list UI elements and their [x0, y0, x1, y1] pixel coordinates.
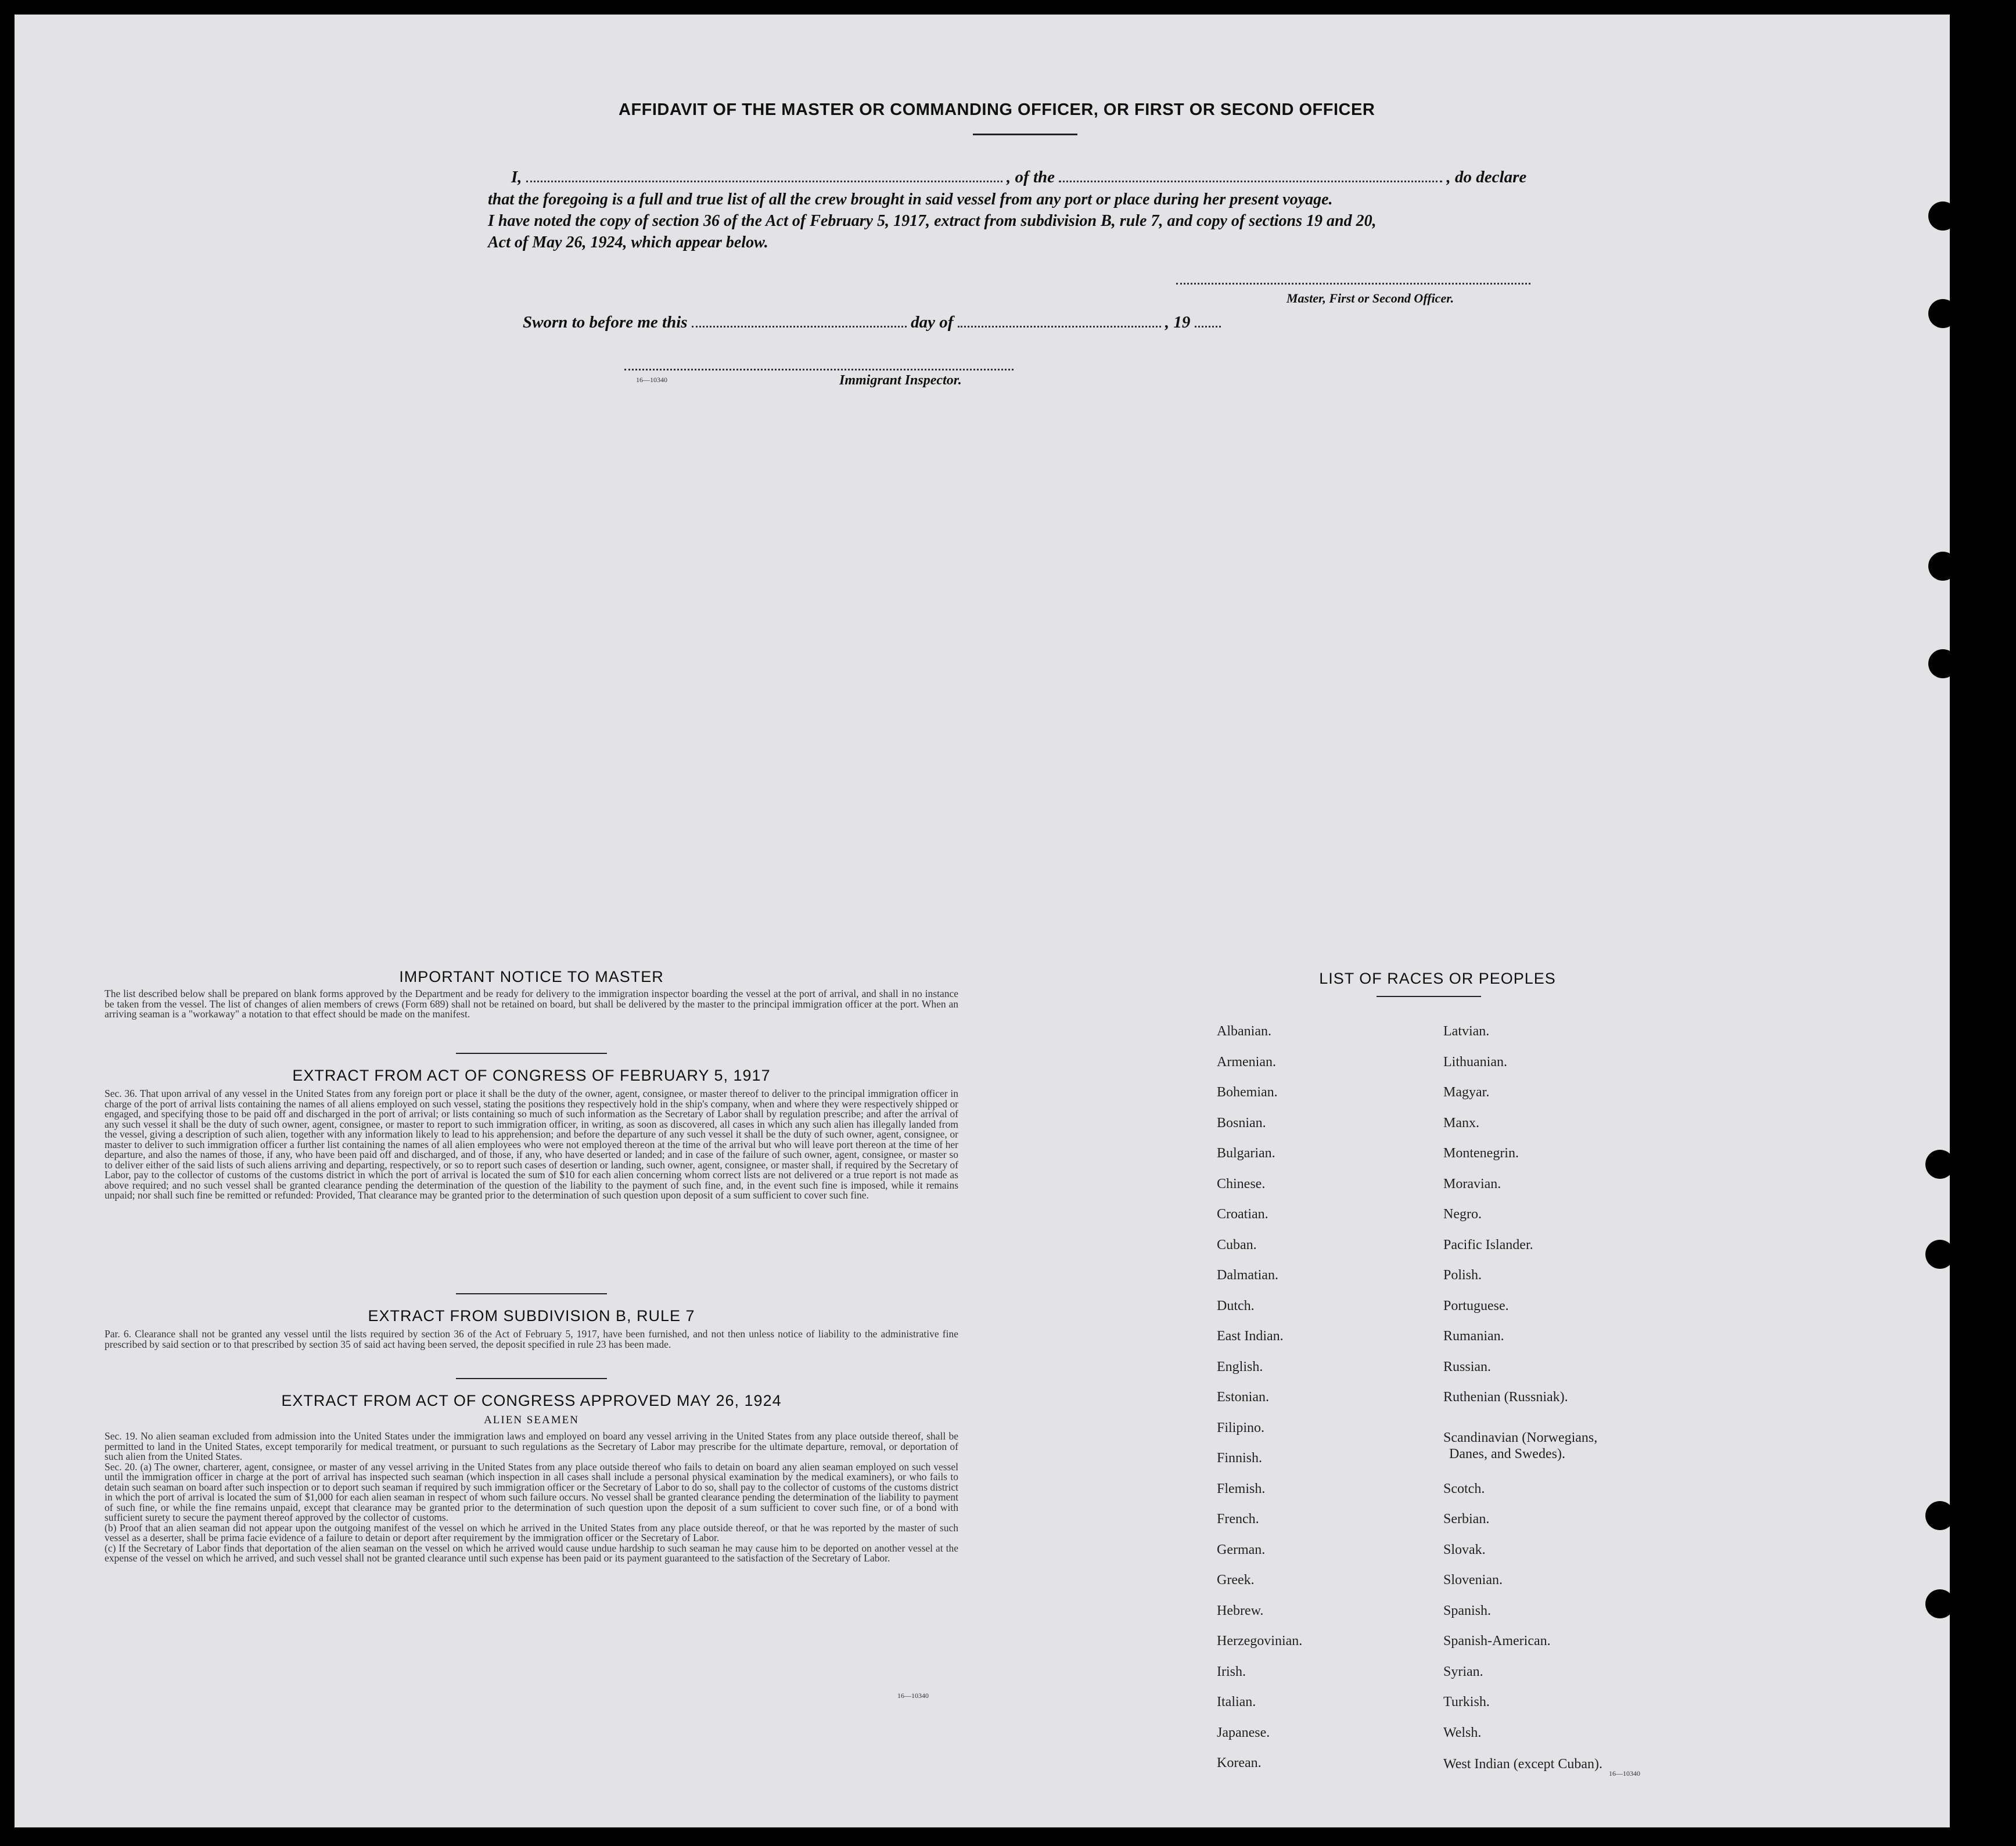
race-item: Finnish.	[1217, 1451, 1263, 1466]
affidavit-title: AFFIDAVIT OF THE MASTER OR COMMANDING OFFICER, OR FIRST OR SECOND OFFICER	[619, 100, 1375, 119]
race-item: Albanian.	[1217, 1024, 1271, 1039]
race-item: Scotch.	[1443, 1481, 1485, 1496]
race-item: Negro.	[1443, 1207, 1482, 1222]
punch-hole	[1925, 1501, 1954, 1530]
section-19-text: Sec. 19. No alien seaman excluded from admission into the United States under the immigration laws and employed on board any vessel arriving in the United States from any place outside thereof, shall be permitted to land in the United States, except temporarily for medical treatment, or pursuant to such regulations as the Secretary of Labor may prescribe for the ultimate departure, removal, or deportation of such alien from the United States.	[105, 1431, 958, 1462]
inspector-label: Immigrant Inspector.	[839, 373, 962, 388]
race-item: Slovenian.	[1443, 1572, 1503, 1588]
race-item: Turkish.	[1443, 1694, 1490, 1710]
race-item: English.	[1217, 1359, 1263, 1374]
race-item: Manx.	[1443, 1115, 1479, 1131]
race-item: Pacific Islander.	[1443, 1237, 1533, 1253]
race-item: Italian.	[1217, 1694, 1256, 1710]
rule-7-title: EXTRACT FROM SUBDIVISION B, RULE 7	[368, 1307, 695, 1325]
year-label: , 19	[1165, 313, 1191, 332]
race-item: Cuban.	[1217, 1237, 1257, 1253]
race-item: Bulgarian.	[1217, 1146, 1275, 1161]
race-item: Portuguese.	[1443, 1298, 1509, 1314]
notice-title: IMPORTANT NOTICE TO MASTER	[399, 968, 664, 985]
race-item: Croatian.	[1217, 1207, 1268, 1222]
affidavit-line-4: Act of May 26, 1924, which appear below.	[488, 233, 768, 251]
race-item: Bosnian.	[1217, 1115, 1266, 1131]
punch-hole	[1925, 1240, 1954, 1269]
race-item: Polish.	[1443, 1268, 1482, 1283]
sworn-year-field[interactable]	[1195, 313, 1221, 328]
race-item: Flemish.	[1217, 1481, 1266, 1496]
section-20b-text: (b) Proof that an alien seaman did not appear upon the outgoing manifest of the vessel on which he arrived in the United States from any place outside thereof, or that he was reported by the master of such vessel as a deserter, shall be prima facie evidence of a failure to detain or deport after requirement by the immigration officer or the Secretary of Labor.	[105, 1521, 958, 1543]
race-item: East Indian.	[1217, 1329, 1284, 1344]
race-item: Filipino.	[1217, 1420, 1265, 1435]
notice-body: The list described below shall be prepared on blank forms approved by the Department and be ready for delivery to the immigration inspector boarding the vessel at the port of arrival, and shall in no instance be taken from the vessel. The list of changes of alien members of crews (Form 689) shall not be retained on board, but shall be delivered by the master to the principal immigration officer at the port. When an arriving seaman is a "workaway" a notation to that effect should be made on the manifest.	[105, 989, 958, 1020]
signature-label: Master, First or Second Officer.	[1286, 291, 1454, 305]
race-item: Chinese.	[1217, 1176, 1266, 1192]
punch-hole	[1928, 649, 1957, 678]
race-item: Moravian.	[1443, 1176, 1501, 1192]
sworn-label: Sworn to before me this	[523, 313, 688, 332]
race-item: German.	[1217, 1542, 1266, 1557]
extract-1924-title: EXTRACT FROM ACT OF CONGRESS APPROVED MAY 26, 1924	[281, 1392, 782, 1409]
race-item: Spanish.	[1443, 1603, 1492, 1618]
affidavit-line-1	[511, 167, 1603, 188]
race-item: West Indian (except Cuban).	[1443, 1757, 1602, 1772]
inspector-signature-field[interactable]	[624, 356, 1014, 370]
sworn-month-field[interactable]	[958, 313, 1161, 328]
document-page	[15, 15, 1950, 1827]
vessel-name-field[interactable]	[1059, 168, 1442, 182]
punch-hole	[1925, 1589, 1954, 1618]
race-item: Latvian.	[1443, 1024, 1490, 1039]
race-item: Spanish-American.	[1443, 1633, 1551, 1649]
punch-hole	[1928, 299, 1957, 328]
day-of-label: day of	[911, 313, 954, 332]
race-item: Dutch.	[1217, 1298, 1255, 1314]
race-item: French.	[1217, 1512, 1259, 1527]
alien-seamen-subtitle: ALIEN SEAMEN	[484, 1414, 579, 1426]
declarant-name-field[interactable]	[526, 168, 1002, 182]
divider	[1377, 996, 1481, 997]
race-item: Slovak.	[1443, 1542, 1486, 1557]
race-item: Welsh.	[1443, 1725, 1482, 1740]
section-20c-text: (c) If the Secretary of Labor finds that deportation of the alien seaman on the vessel on which he arrived would cause undue hardship to such seaman he may cause him to be deported on another vessel at the expense of the vessel on which he arrived, and such vessel shall not be granted clearance until such expense has been paid or its payment guaranteed to the satisfaction of the Secretary of Labor.	[105, 1542, 958, 1564]
divider	[456, 1053, 607, 1054]
divider	[456, 1293, 607, 1294]
form-number: 16—10340	[1609, 1769, 1640, 1777]
race-item: Irish.	[1217, 1664, 1246, 1679]
divider	[456, 1378, 607, 1379]
race-item: Montenegrin.	[1443, 1146, 1519, 1161]
race-item: Armenian.	[1217, 1054, 1276, 1070]
race-item: Ruthenian (Russniak).	[1443, 1390, 1568, 1405]
sworn-line	[523, 312, 1221, 333]
sworn-day-field[interactable]	[692, 313, 907, 328]
races-title: LIST OF RACES OR PEOPLES	[1319, 970, 1556, 987]
section-20a-text: Sec. 20. (a) The owner, charterer, agent, consignee, or master of any vessel arriving in the United States from any place outside thereof who fails to detain on board any alien seaman employed on such vessel until the immigration officer in charge at the port of arrival has inspected such seaman (which inspection in all cases shall include a personal physical examination by the medical examiners), or who fails to detain such seaman on board after such inspection or to deport such seaman if required by such immigration officer or the Secretary of Labor to do so, shall pay to the collector of customs of the customs district in which the port of arrival is located the sum of $1,000 for each alien seaman in respect of whom such failure occurs. No vessel shall be granted clearance pending the determination of the liability to payment of such fine, or while the fine remains unpaid, except that clearance may be granted prior to the determination of such question upon the deposit of a sum sufficient to cover such fine, or of a bond with sufficient surety to secure the payment thereof approved by the collector of customs.	[105, 1460, 958, 1523]
race-item: Hebrew.	[1217, 1603, 1264, 1618]
race-item: Rumanian.	[1443, 1329, 1504, 1344]
form-number: 16—10340	[897, 1692, 929, 1700]
signature-field[interactable]	[1176, 270, 1530, 285]
race-item: Scandinavian (Norwegians,	[1443, 1430, 1598, 1445]
declarant-label: I,	[511, 168, 522, 186]
race-item: Estonian.	[1217, 1390, 1269, 1405]
extract-1917-title: EXTRACT FROM ACT OF CONGRESS OF FEBRUARY 5, 1917	[292, 1067, 771, 1084]
race-item: Lithuanian.	[1443, 1054, 1507, 1070]
race-item: Serbian.	[1443, 1512, 1490, 1527]
race-item: Bohemian.	[1217, 1085, 1278, 1100]
race-item: Korean.	[1217, 1755, 1262, 1771]
form-number: 16—10340	[636, 376, 667, 384]
punch-hole	[1928, 552, 1957, 581]
divider	[973, 134, 1077, 135]
race-item: Magyar.	[1443, 1085, 1490, 1100]
vessel-label: , of the	[1007, 168, 1055, 186]
affidavit-line-2: that the foregoing is a full and true list of all the crew brought in said vessel from any port or place during her present voyage.	[488, 190, 1333, 208]
race-item: Greek.	[1217, 1572, 1255, 1588]
punch-hole	[1925, 1150, 1954, 1179]
rule-7-body: Par. 6. Clearance shall not be granted any vessel until the lists required by section 36 of the Act of February 5, 1917, have been furnished, and not then unless notice of liability to the administrative fine prescribed by said section or to that prescribed by section 35 of said act having been served, the deposit specified in rule 23 has been made.	[105, 1329, 958, 1350]
race-item: Dalmatian.	[1217, 1268, 1278, 1283]
race-item: Russian.	[1443, 1359, 1492, 1374]
extract-1917-body: Sec. 36. That upon arrival of any vessel in the United States from any foreign port or place it shall be the duty of the owner, agent, consignee, or master thereof to deliver to the principal immigration officer in charge of the port of arrival lists containing the names of all aliens employed on such vessel, stating the positions they respectively hold in the ship's company, when and where they were respectively shipped or engaged, and specifying those to be paid off and discharged in the port of arrival; or lists containing so much of such information as the Secretary of Labor shall by regulation prescribe; and after the arrival of any such vessel it shall be the duty of such owner, agent, consignee, or master to report to such immigration officer, in writing, as soon as discovered, all cases in which any such alien has illegally landed from the vessel, giving a description of such alien, together with any information likely to lead to his apprehension; and before the departure of any such vessel it shall be the duty of such owner, agent, consignee, or master to deliver to such immigration officer a further list containing the names of all alien employees who were not employed thereon at the time of the arrival but who will leave port thereon at the time of her departure, and also the names of those, if any, who have been paid off and discharged, and of those, if any, who have deserted or landed; and in case of the failure of such owner, agent, consignee, or master so to deliver either of the said lists of such aliens arriving and departing, respectively, or so to report such cases of desertion or landing, such owner, agent, consignee, or master shall, if required by the Secretary of Labor, pay to the collector of customs of the customs district in which the port of arrival is located the sum of $10 for each alien concerning whom correct lists are not delivered or a true report is not made as above required; and no such vessel shall be granted clearance pending the determination of the question of the liability to the payment of such fine, and, in the event such fine is imposed, while it remains unpaid; nor shall such fine be remitted or refunded: Provided, That clearance may be granted prior to the determination of such question upon deposit of a sum sufficient to cover such fine.	[105, 1089, 958, 1201]
race-item: Syrian.	[1443, 1664, 1483, 1679]
declare-label: , do declare	[1446, 168, 1527, 186]
affidavit-line-3: I have noted the copy of section 36 of the Act of February 5, 1917, extract from subdivision B, rule 7, and copy of sections 19 and 20,	[488, 212, 1377, 230]
race-item: Herzegovinian.	[1217, 1633, 1303, 1649]
race-item: Danes, and Swedes).	[1449, 1446, 1565, 1462]
punch-hole	[1928, 201, 1957, 231]
race-item: Japanese.	[1217, 1725, 1270, 1740]
extract-1924-body	[105, 1431, 958, 1687]
